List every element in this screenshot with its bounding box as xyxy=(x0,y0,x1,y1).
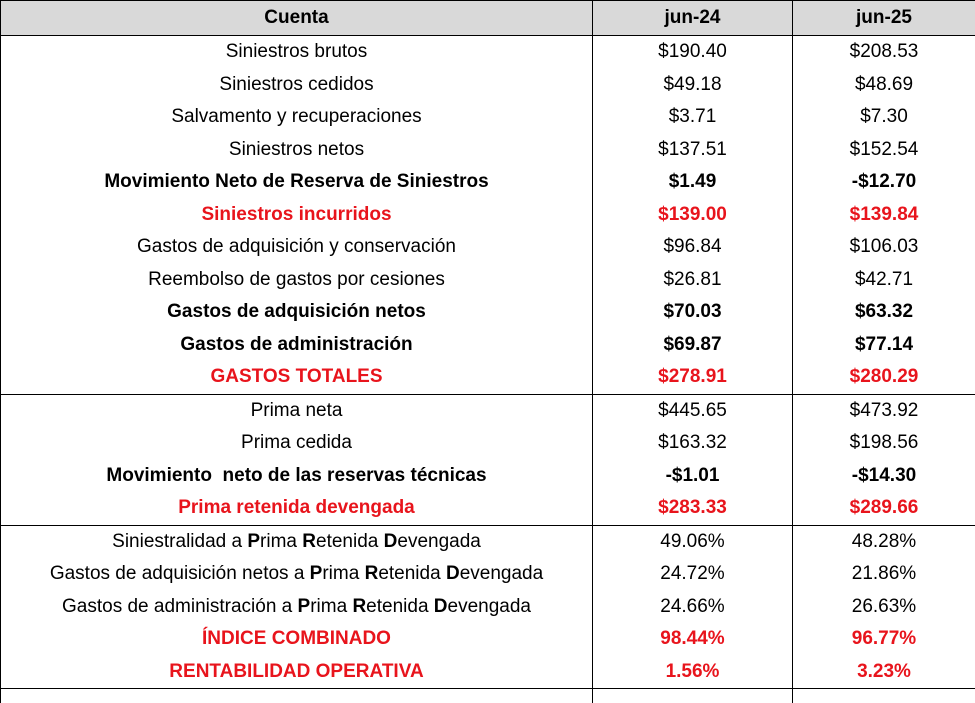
table-row xyxy=(1,264,975,297)
label-text: rima xyxy=(322,563,364,584)
value-2024: $70.03 xyxy=(593,296,793,329)
label-text: Siniestralidad a xyxy=(112,531,247,552)
row-label xyxy=(1,558,593,591)
row-label: Siniestros netos xyxy=(1,134,593,167)
ratio-row xyxy=(1,591,975,624)
label-text: rima xyxy=(260,531,302,552)
subtotal-row xyxy=(1,199,975,232)
label-text: evengada xyxy=(460,563,543,584)
value-2025: 48.28% xyxy=(793,525,975,558)
value-2024: $1.49 xyxy=(593,166,793,199)
table-row xyxy=(1,427,975,460)
header-2025: jun-25 xyxy=(793,1,975,36)
row-label: Prima retenida devengada xyxy=(1,492,593,525)
value-2024: $163.32 xyxy=(593,427,793,460)
empty-cell xyxy=(1,689,593,703)
row-label: Salvamento y recuperaciones xyxy=(1,101,593,134)
row-label: Prima neta xyxy=(1,394,593,427)
value-2025: 96.77% xyxy=(793,623,975,656)
label-initial: D xyxy=(434,596,448,617)
empty-cell xyxy=(593,689,793,703)
value-2025: $77.14 xyxy=(793,329,975,362)
value-2025: $63.32 xyxy=(793,296,975,329)
value-2025: 26.63% xyxy=(793,591,975,624)
table-row xyxy=(1,329,975,362)
value-2025: -$12.70 xyxy=(793,166,975,199)
value-2024: $445.65 xyxy=(593,394,793,427)
label-text: rima xyxy=(310,596,352,617)
value-2025: $48.69 xyxy=(793,69,975,102)
row-label: Gastos de adquisición netos xyxy=(1,296,593,329)
value-2025: $198.56 xyxy=(793,427,975,460)
row-label: Reembolso de gastos por cesiones xyxy=(1,264,593,297)
table-end-row xyxy=(1,689,975,703)
value-2024: -$1.01 xyxy=(593,460,793,493)
row-label: Movimiento Neto de Reserva de Siniestros xyxy=(1,166,593,199)
value-2024: $49.18 xyxy=(593,69,793,102)
header-2024: jun-24 xyxy=(593,1,793,36)
value-2024: $190.40 xyxy=(593,36,793,69)
value-2025: $152.54 xyxy=(793,134,975,167)
value-2025: -$14.30 xyxy=(793,460,975,493)
value-2025: 21.86% xyxy=(793,558,975,591)
table-row xyxy=(1,36,975,69)
operating-profitability-row xyxy=(1,656,975,689)
value-2025: $7.30 xyxy=(793,101,975,134)
ratio-row xyxy=(1,558,975,591)
value-2025: $139.84 xyxy=(793,199,975,232)
value-2025: $280.29 xyxy=(793,361,975,394)
row-label: ÍNDICE COMBINADO xyxy=(1,623,593,656)
value-2024: $3.71 xyxy=(593,101,793,134)
value-2024: $96.84 xyxy=(593,231,793,264)
label-text: etenida xyxy=(316,531,384,552)
row-label: GASTOS TOTALES xyxy=(1,361,593,394)
empty-cell xyxy=(793,689,975,703)
value-2024: 98.44% xyxy=(593,623,793,656)
subtotal-row xyxy=(1,492,975,525)
ratio-row xyxy=(1,525,975,558)
value-2024: $139.00 xyxy=(593,199,793,232)
row-label xyxy=(1,525,593,558)
label-text: Gastos de adquisición netos a xyxy=(50,563,310,584)
value-2025: $208.53 xyxy=(793,36,975,69)
table-row xyxy=(1,166,975,199)
value-2024: $137.51 xyxy=(593,134,793,167)
row-label: Prima cedida xyxy=(1,427,593,460)
value-2025: $106.03 xyxy=(793,231,975,264)
label-text: evengada xyxy=(448,596,531,617)
table-row xyxy=(1,101,975,134)
value-2024: 1.56% xyxy=(593,656,793,689)
value-2025: $473.92 xyxy=(793,394,975,427)
total-row xyxy=(1,361,975,394)
label-text: etenida xyxy=(378,563,446,584)
value-2024: 24.66% xyxy=(593,591,793,624)
table-row xyxy=(1,460,975,493)
value-2025: $289.66 xyxy=(793,492,975,525)
value-2024: $278.91 xyxy=(593,361,793,394)
value-2024: $26.81 xyxy=(593,264,793,297)
table-row xyxy=(1,134,975,167)
row-label: Siniestros brutos xyxy=(1,36,593,69)
label-initial: R xyxy=(302,531,316,552)
table-row xyxy=(1,296,975,329)
value-2024: $69.87 xyxy=(593,329,793,362)
label-text: evengada xyxy=(397,531,480,552)
label-initial: D xyxy=(446,563,460,584)
table-row xyxy=(1,231,975,264)
value-2025: $42.71 xyxy=(793,264,975,297)
combined-index-row xyxy=(1,623,975,656)
row-label: Gastos de adquisición y conservación xyxy=(1,231,593,264)
table-row xyxy=(1,69,975,102)
label-initial: P xyxy=(247,531,260,552)
row-label xyxy=(1,591,593,624)
row-label: Siniestros incurridos xyxy=(1,199,593,232)
value-2024: 24.72% xyxy=(593,558,793,591)
table-row xyxy=(1,394,975,427)
label-text: etenida xyxy=(366,596,434,617)
label-initial: P xyxy=(310,563,323,584)
row-label: Gastos de administración xyxy=(1,329,593,362)
header-account: Cuenta xyxy=(1,1,593,36)
row-label: RENTABILIDAD OPERATIVA xyxy=(1,656,593,689)
row-label: Siniestros cedidos xyxy=(1,69,593,102)
label-initial: R xyxy=(365,563,379,584)
row-label: Movimiento neto de las reservas técnicas xyxy=(1,460,593,493)
label-text: Gastos de administración a xyxy=(62,596,298,617)
label-initial: P xyxy=(298,596,311,617)
label-initial: R xyxy=(352,596,366,617)
header-row xyxy=(1,1,975,36)
label-initial: D xyxy=(384,531,398,552)
value-2024: 49.06% xyxy=(593,525,793,558)
value-2025: 3.23% xyxy=(793,656,975,689)
value-2024: $283.33 xyxy=(593,492,793,525)
